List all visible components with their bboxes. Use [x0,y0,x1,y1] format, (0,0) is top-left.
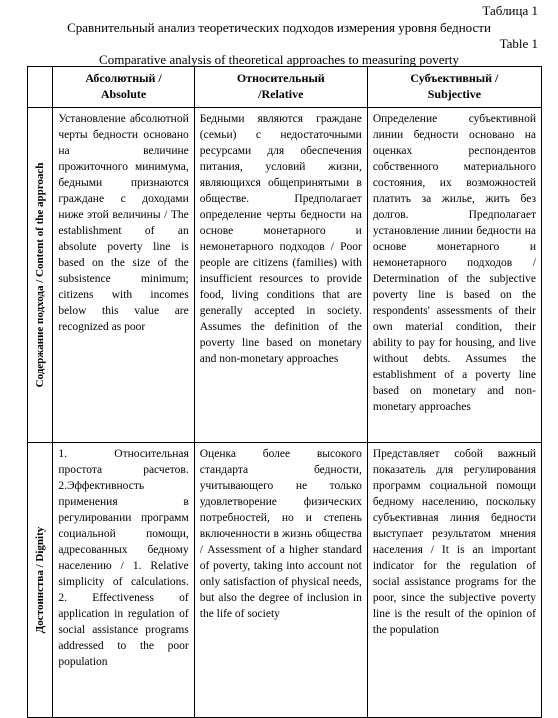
table-title-ru: Сравнительный анализ теоретических подходов измерения уровня бедности [67,20,491,35]
header-absolute-en: Absolute [100,87,147,101]
header-row [28,67,542,108]
cell-content-subjective: Определение субъективной линии бедности основано на оценках респондентов собственного материального состояния, их возможностей платить за жилье, жить без долгов. Предполагает установление линии бедности на основе монетарного и немонетарного подходов / Determination of the subjective poverty line is based on the respondents' assessments of their own material condition, their ability to pay for housing, and live without debts. Assumes the establishment of a poverty line based on monetary and non-monetary approaches [367,108,541,443]
table-number-en: Table 1 [499,36,538,51]
cell-dignity-absolute: 1. Относительная простота расчетов. 2.Эффективность применения в регулировании программ социальной помощи, адресованных бедному населению / 1. Relative simplicity of calculations. 2. Effectiveness of application in regulation of social assistance programs addressed to the poor population [53,443,194,718]
cell-dignity-relative: Оценка более высокого стандарта бедности, учитывающего не только удовлетворение физических потребностей, но и степень включенности в жизнь общества / Assessment of a higher standard of poverty, taking into account not only satisfaction of physical needs, but also the degree of inclusion in the life of society [194,443,367,718]
header-subjective [367,67,541,108]
row-label-content: Содержание подхода / Content of the approach [34,162,47,388]
row-header-content [28,108,53,443]
header-relative [194,67,367,108]
cell-content-absolute: Установление абсолютной черты бедности основано на величине прожиточного минимума, бедными признаются граждане с доходами ниже этой величины / The establishment of an absolute poverty line is based on the size of the subsistence minimum; citizens with incomes below this value are recognized as poor [53,108,194,443]
table-row [28,443,542,718]
row-header-dignity [28,443,53,718]
header-subjective-en: Subjective [427,87,482,101]
comparison-table [27,66,542,718]
header-absolute-ru: Абсолютный / [85,71,162,85]
header-subjective-ru: Субъективный / [410,71,499,85]
header-relative-en: /Relative [258,87,304,101]
table-title-en: Comparative analysis of theoretical approaches to measuring poverty [99,52,459,67]
corner-cell [28,67,53,108]
cell-dignity-subjective: Представляет собой важный показатель для регулирования программ социальной помощи бедному населению, поскольку субъективная линия бедности выступает результатом мнения населения / It is an important indicator for the regulation of social assistance programs for the poor, since the subjective poverty line is the result of the opinion of the population [367,443,541,718]
header-relative-ru: Относительный [236,71,325,85]
cell-content-relative: Бедными являются граждане (семьи) с недостаточными ресурсами для обеспечения питания, условий жизни, являющихся общепринятыми в обществе. Предполагает определение черты бедности на основе монетарного и немонетарного подходов / Poor people are citizens (families) with insufficient resources to provide food, living conditions that are generally accepted in society. Assumes the definition of the poverty line based on monetary and non-monetary approaches [194,108,367,443]
table-row [28,108,542,443]
header-absolute [53,67,194,108]
table-number-ru: Таблица 1 [482,3,538,18]
row-label-dignity: Достоинства / Dignity [34,526,47,634]
